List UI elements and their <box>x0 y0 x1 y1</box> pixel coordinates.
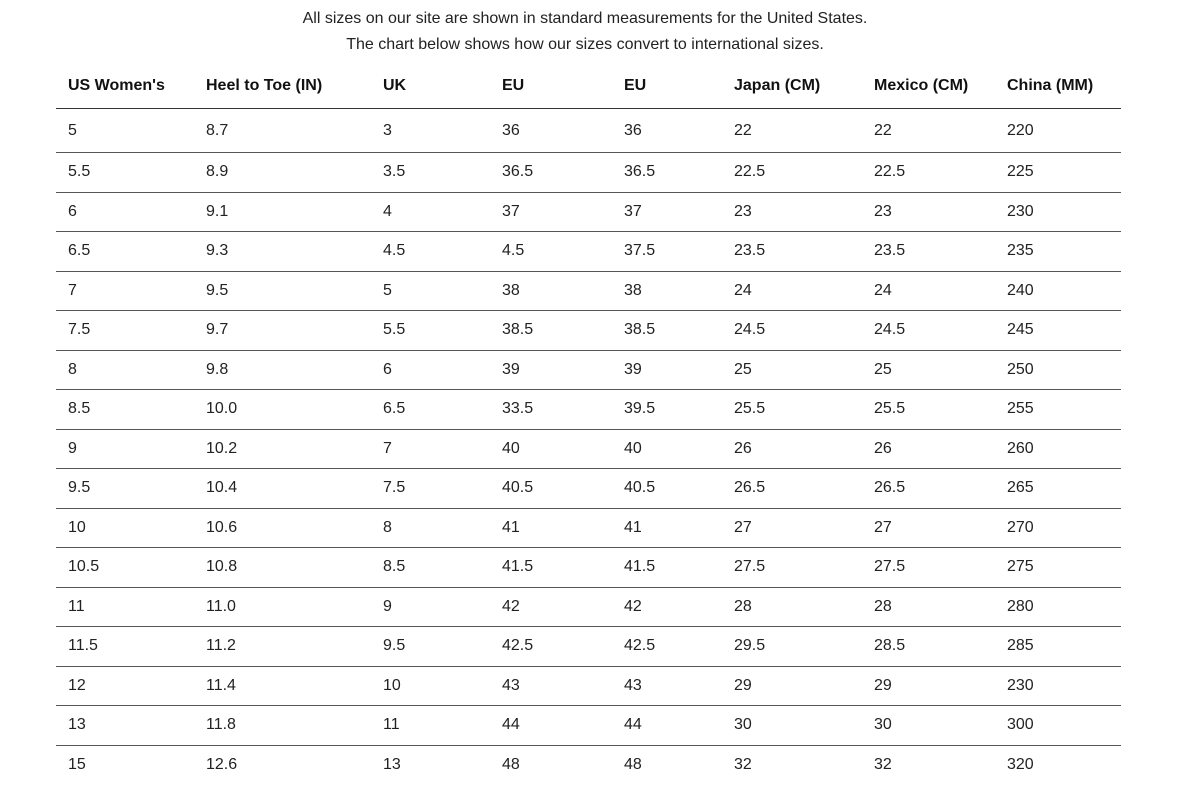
table-row <box>56 109 1121 153</box>
cell-mexico: 22.5 <box>862 153 995 193</box>
cell-heel-to-toe: 11.2 <box>194 627 371 667</box>
cell-mexico: 22 <box>862 109 995 153</box>
cell-eu-2: 39 <box>612 350 722 390</box>
cell-mexico: 24.5 <box>862 311 995 351</box>
cell-china: 300 <box>995 706 1121 746</box>
cell-mexico: 32 <box>874 756 892 773</box>
cell-us-womens: 6.5 <box>56 232 194 272</box>
cell-japan: 32 <box>734 756 752 773</box>
cell-heel-to-toe: 9.7 <box>194 311 371 351</box>
cell-eu: 41.5 <box>490 548 612 588</box>
cell-eu-2: 41.5 <box>612 548 722 588</box>
header-us-womens: US Women's <box>56 64 194 109</box>
cell-china: 230 <box>995 666 1121 706</box>
cell-uk: 8.5 <box>371 548 490 588</box>
cell-eu-2: 43 <box>612 666 722 706</box>
cell-eu-2: 39.5 <box>612 390 722 430</box>
header-uk: UK <box>371 64 490 109</box>
cell-us-womens: 7 <box>56 271 194 311</box>
cell-japan: 25.5 <box>722 390 862 430</box>
cell-uk: 3.5 <box>371 153 490 193</box>
cell-china: 270 <box>995 508 1121 548</box>
cell-eu-2: 37.5 <box>612 232 722 272</box>
cell-mexico: 27 <box>862 508 995 548</box>
cell-japan: 24 <box>722 271 862 311</box>
size-conversion-table <box>56 64 1121 785</box>
cell-mexico: 25 <box>862 350 995 390</box>
table-row <box>56 587 1121 627</box>
cell-eu: 44 <box>490 706 612 746</box>
cell-japan: 26.5 <box>722 469 862 509</box>
cell-heel-to-toe: 11.0 <box>194 587 371 627</box>
cell-china: 320 <box>1007 756 1034 773</box>
cell-us-womens: 8.5 <box>56 390 194 430</box>
cell-china: 285 <box>995 627 1121 667</box>
cell-eu-2: 37 <box>612 192 722 232</box>
cell-mexico: 27.5 <box>862 548 995 588</box>
cell-us-womens: 9.5 <box>56 469 194 509</box>
cell-us-womens: 8 <box>56 350 194 390</box>
cell-us-womens: 15 <box>68 756 86 773</box>
table-row <box>56 271 1121 311</box>
table-row <box>56 232 1121 272</box>
cell-japan: 22 <box>722 109 862 153</box>
header-mexico: Mexico (CM) <box>862 64 995 109</box>
cell-japan: 23.5 <box>722 232 862 272</box>
cell-uk: 5.5 <box>371 311 490 351</box>
cell-china: 220 <box>995 109 1121 153</box>
table-row <box>56 192 1121 232</box>
cell-heel-to-toe: 8.9 <box>194 153 371 193</box>
cell-china: 240 <box>995 271 1121 311</box>
cell-eu-2: 36.5 <box>612 153 722 193</box>
cell-eu: 48 <box>502 756 520 773</box>
cell-us-womens: 11 <box>56 587 194 627</box>
table-row <box>56 429 1121 469</box>
cell-us-womens: 5 <box>56 109 194 153</box>
cell-eu-2: 40 <box>612 429 722 469</box>
cell-heel-to-toe: 10.0 <box>194 390 371 430</box>
header-heel-to-toe: Heel to Toe (IN) <box>194 64 371 109</box>
cell-mexico: 28.5 <box>862 627 995 667</box>
cell-china: 260 <box>995 429 1121 469</box>
intro-line-2: The chart below shows how our sizes convert to international sizes. <box>346 36 824 53</box>
cell-eu: 41 <box>490 508 612 548</box>
cell-china: 225 <box>995 153 1121 193</box>
table-row <box>56 153 1121 193</box>
cell-uk: 11 <box>371 706 490 746</box>
cell-china: 230 <box>995 192 1121 232</box>
cell-mexico: 23.5 <box>862 232 995 272</box>
cell-uk: 6.5 <box>371 390 490 430</box>
cell-uk: 8 <box>371 508 490 548</box>
cell-mexico: 25.5 <box>862 390 995 430</box>
cell-heel-to-toe: 10.8 <box>194 548 371 588</box>
table-row <box>56 311 1121 351</box>
cell-eu-2: 44 <box>612 706 722 746</box>
table-row <box>56 508 1121 548</box>
cell-us-womens: 12 <box>56 666 194 706</box>
cell-japan: 27 <box>722 508 862 548</box>
cell-uk: 7.5 <box>371 469 490 509</box>
cell-china: 255 <box>995 390 1121 430</box>
cell-eu-2: 42.5 <box>612 627 722 667</box>
cell-uk: 4 <box>371 192 490 232</box>
cell-eu-2: 42 <box>612 587 722 627</box>
cell-heel-to-toe: 10.6 <box>194 508 371 548</box>
cell-us-womens: 5.5 <box>56 153 194 193</box>
cell-eu: 36 <box>490 109 612 153</box>
cell-japan: 28 <box>722 587 862 627</box>
cell-eu: 40 <box>490 429 612 469</box>
cell-uk: 9 <box>371 587 490 627</box>
cell-eu: 42 <box>490 587 612 627</box>
header-eu: EU <box>490 64 612 109</box>
cell-heel-to-toe: 9.8 <box>194 350 371 390</box>
cell-us-womens: 10.5 <box>56 548 194 588</box>
cell-eu-2: 38 <box>612 271 722 311</box>
table-row <box>56 350 1121 390</box>
cell-uk: 7 <box>371 429 490 469</box>
cell-us-womens: 11.5 <box>56 627 194 667</box>
intro-line-1: All sizes on our site are shown in standard measurements for the United States. <box>302 10 868 27</box>
cell-uk: 13 <box>383 756 401 773</box>
cell-mexico: 26.5 <box>862 469 995 509</box>
cell-mexico: 24 <box>862 271 995 311</box>
cell-eu-2: 36 <box>612 109 722 153</box>
cell-heel-to-toe: 9.5 <box>194 271 371 311</box>
cell-uk: 4.5 <box>371 232 490 272</box>
cell-mexico: 29 <box>862 666 995 706</box>
cell-mexico: 28 <box>862 587 995 627</box>
cell-eu: 39 <box>490 350 612 390</box>
cell-japan: 22.5 <box>722 153 862 193</box>
cell-china: 235 <box>995 232 1121 272</box>
cell-eu: 33.5 <box>490 390 612 430</box>
table-row <box>56 745 1121 785</box>
cell-uk: 5 <box>371 271 490 311</box>
cell-eu-2: 38.5 <box>612 311 722 351</box>
cell-mexico: 23 <box>862 192 995 232</box>
cell-uk: 6 <box>371 350 490 390</box>
intro-text <box>0 6 1170 58</box>
cell-japan: 29 <box>722 666 862 706</box>
cell-eu: 36.5 <box>490 153 612 193</box>
table-body <box>56 109 1121 785</box>
cell-japan: 27.5 <box>722 548 862 588</box>
cell-eu: 4.5 <box>490 232 612 272</box>
cell-heel-to-toe: 8.7 <box>194 109 371 153</box>
table-header <box>56 64 1121 109</box>
cell-eu: 37 <box>490 192 612 232</box>
cell-us-womens: 9 <box>56 429 194 469</box>
cell-heel-to-toe: 9.3 <box>194 232 371 272</box>
cell-mexico: 30 <box>862 706 995 746</box>
cell-china: 250 <box>995 350 1121 390</box>
cell-japan: 24.5 <box>722 311 862 351</box>
table-row <box>56 469 1121 509</box>
cell-us-womens: 10 <box>56 508 194 548</box>
cell-eu: 38 <box>490 271 612 311</box>
cell-eu: 38.5 <box>490 311 612 351</box>
cell-heel-to-toe: 12.6 <box>206 756 238 773</box>
cell-japan: 26 <box>722 429 862 469</box>
cell-heel-to-toe: 10.4 <box>194 469 371 509</box>
cell-heel-to-toe: 11.4 <box>194 666 371 706</box>
cell-us-womens: 6 <box>56 192 194 232</box>
header-eu-2: EU <box>612 64 722 109</box>
table-row <box>56 706 1121 746</box>
cell-eu: 43 <box>490 666 612 706</box>
cell-heel-to-toe: 9.1 <box>194 192 371 232</box>
cell-china: 275 <box>995 548 1121 588</box>
cell-us-womens: 13 <box>56 706 194 746</box>
table-row <box>56 548 1121 588</box>
cell-japan: 25 <box>722 350 862 390</box>
cell-japan: 30 <box>722 706 862 746</box>
cell-eu-2: 41 <box>612 508 722 548</box>
header-china: China (MM) <box>995 64 1121 109</box>
cell-eu: 40.5 <box>490 469 612 509</box>
cell-japan: 23 <box>722 192 862 232</box>
cell-china: 245 <box>995 311 1121 351</box>
cell-japan: 29.5 <box>722 627 862 667</box>
cell-heel-to-toe: 11.8 <box>194 706 371 746</box>
cell-eu-2: 48 <box>624 756 642 773</box>
cell-uk: 3 <box>371 109 490 153</box>
table-row <box>56 390 1121 430</box>
header-japan: Japan (CM) <box>722 64 862 109</box>
cell-eu-2: 40.5 <box>612 469 722 509</box>
cell-china: 265 <box>995 469 1121 509</box>
header-row <box>56 64 1121 109</box>
cell-china: 280 <box>995 587 1121 627</box>
cell-mexico: 26 <box>862 429 995 469</box>
cell-us-womens: 7.5 <box>56 311 194 351</box>
cell-heel-to-toe: 10.2 <box>194 429 371 469</box>
cell-uk: 10 <box>371 666 490 706</box>
cell-eu: 42.5 <box>490 627 612 667</box>
table-row <box>56 627 1121 667</box>
cell-uk: 9.5 <box>371 627 490 667</box>
table-row <box>56 666 1121 706</box>
